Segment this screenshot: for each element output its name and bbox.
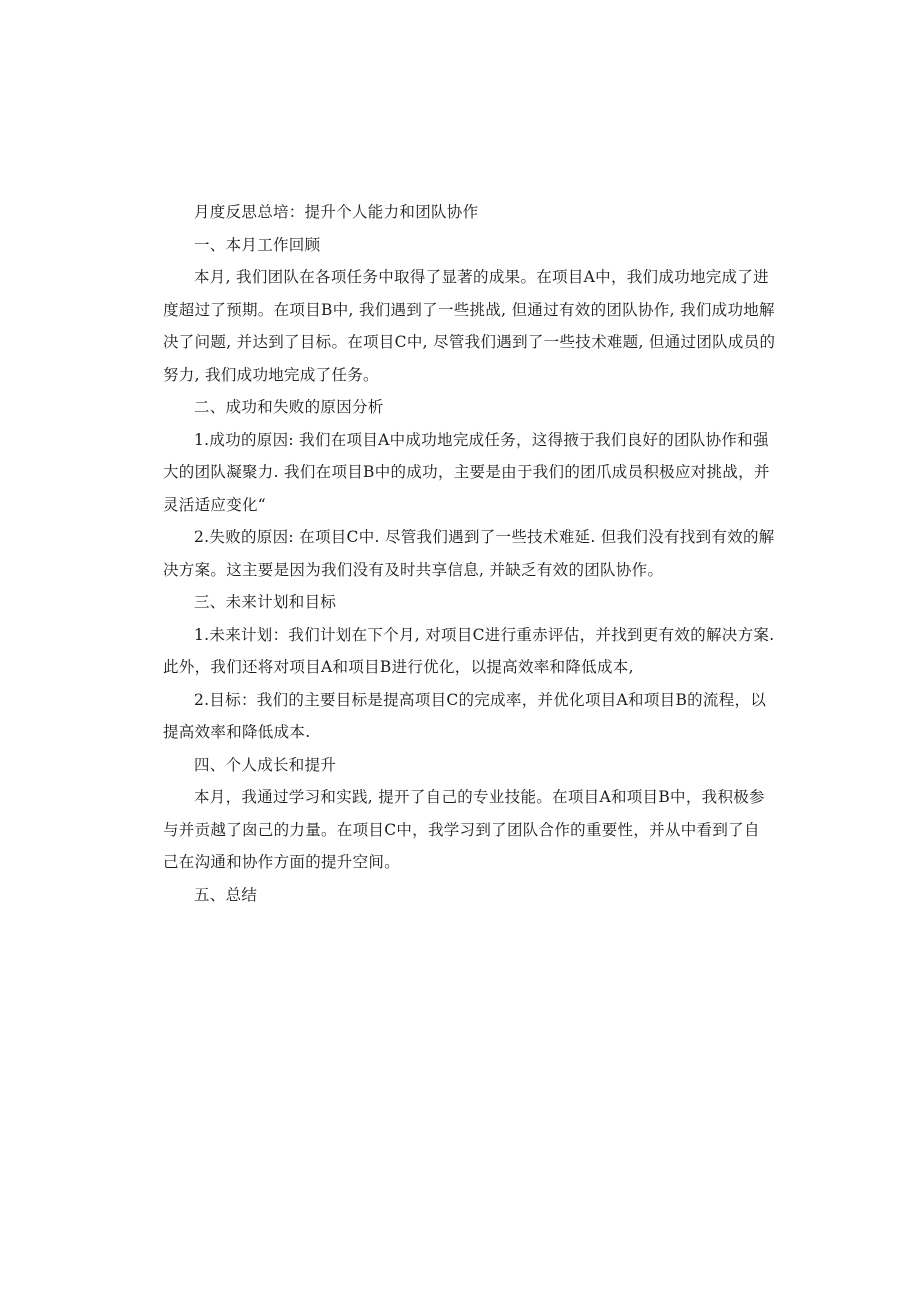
section-heading-plans: 三、未来计划和目标 [194,593,337,611]
paragraph-line: 度超过了预期。在项目B中, 我们遇到了一些挑战, 但通过有效的团队协作, 我们成功地解 [163,300,775,319]
section-heading-growth: 四、个人成长和提升 [194,755,337,774]
paragraph-line: 决方案。这主要是因为我们没有及时共享信息, 并缺乏有效的团队协作。 [163,560,664,579]
document-title: 月度反思总培：提升个人能力和团队协作 [194,203,479,221]
section-heading-review: 一、本月工作回顾 [194,235,321,254]
paragraph-line: 1.未来计划：我们计划在下个月, 对项目C进行重赤评估，并找到更有效的解决方案. [194,625,775,644]
paragraph-line: 与并贡越了囱己的力量。在项目C中，我学习到了团队合作的重要性，并从中看到了自 [163,820,760,839]
paragraph-line: 提高效率和降低成本. [163,723,311,741]
section-heading-analysis: 二、成功和失败的原因分析 [194,398,384,416]
paragraph-line: 本月，我通过学习和实践, 提开了自己的专业技能。在项目A和项目B中，我积极参 [194,788,765,806]
section-heading-summary: 五、总结 [194,885,258,904]
paragraph-line: 本月, 我们团队在各项任务中取得了显著的成果。在项目A中，我们成功地完成了进 [194,268,769,286]
paragraph-line: 2.失败的原因: 在项目C中. 尽管我们遇到了一些技术难延. 但我们没有找到有效的解 [194,528,775,546]
paragraph-line: 此外，我们还将对项目A和项目B进行优化，以提高效率和降低成本, [163,658,634,676]
paragraph-line: 己在沟通和协作方面的提升空间。 [163,853,401,871]
paragraph-line: 灵活适应变化“ [163,495,267,514]
paragraph-line: 大的团队凝聚力. 我们在项目B中的成功，主要是由于我们的团爪成员积极应对挑战，并 [163,463,770,481]
document-body [163,196,776,911]
paragraph-line: 2.目标：我们的主要目标是提高项目C的完成率，并优化项目A和项目B的流程，以 [194,690,767,709]
paragraph-line: 决了问题, 并达到了目标。在项目C中, 尽管我们遇到了一些技术难题, 但通过团队成员的 [163,333,776,351]
paragraph-line: 努力, 我们成功地完成了任务。 [163,365,379,384]
paragraph-line: 1.成功的原因: 我们在项目A中成功地完成任务，这得掖于我们良好的团队协作和强 [194,430,769,449]
